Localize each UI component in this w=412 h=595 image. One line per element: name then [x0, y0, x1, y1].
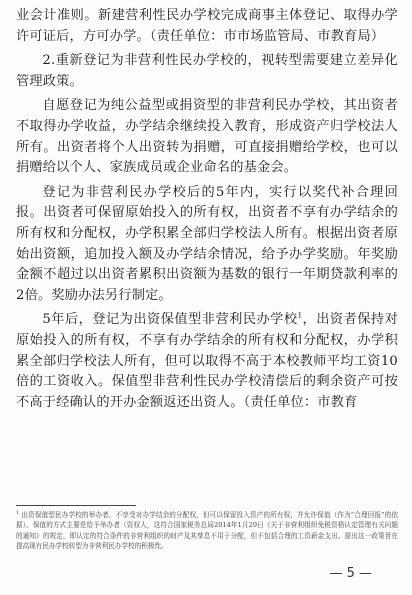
- paragraph-1: 业会计准则。新建营利性民办学校完成商事主体登记、取得办学许可证后，方可办学。（责任单位：市市场监管局、市教育局）: [16, 8, 398, 44]
- paragraph-2: 2.重新登记为非营利性民办学校的，视转型需要建立差异化管理政策。: [16, 53, 398, 89]
- footnote-marker: 1: [16, 509, 20, 516]
- footnote-text: 出资保值型民办学校的举办者，不享受对办学结余的分配权，但可以保留投入资产的所有权，并允许保值（作为“合理回报”的依据）。保值的方式主要是给予举办者（资权人，这符合国家税务总局2014年1月29日《关于非营利组织免税资格认定管理有关问题的通知》的规定，即认定的符合条件的非营利组织的财产及其孳息不用于分配，但不包括合理的工资薪金支出。提出这一政策旨在提高现有民办学校转型为非营利民办学校的积极性。: [16, 511, 398, 551]
- paragraph-5-rest: ，出资者保持对原始投入的所有权，不享有办学结余的所有权和分配权，办学积累全部归学校法人所有，但可以取得不高于本校教师平均工资10倍的工资收入。保值型非营利性民办学校清偿后的剩余资产可按不高于经确认的开办金额返还出资人。（责任单位：市教育: [16, 312, 398, 410]
- footnote-divider: [16, 505, 136, 506]
- footnote-reference[interactable]: 1: [297, 311, 303, 320]
- paragraph-3: 自愿登记为纯公益型或捐资型的非营利民办学校，其出资者不取得办学收益，办学结余继续投入教育，形成资产归学校法人所有。出资者将个人出资转为捐赠，可直接捐赠给学校，也可以捐赠给以个人、家族成员或企业命名的基金会。: [16, 98, 398, 176]
- body-text: [16, 6, 398, 413]
- paragraph-5-start: 5年后，登记为出资保值型非营利民办学校: [42, 312, 298, 328]
- paragraph-4: 登记为非营利民办学校后的5年内，实行以奖代补合理回报。出资者可保留原始投入的所有权，出资者不享有办学结余的所有权和分配权，办学积累全部归学校法人所有。根据出资者原始出资额，追加投入额及办学结余情况，给予办学奖励。年奖励金额不超过以出资者累积出资额为基数的银行一年期贷款利率的2倍。奖励办法另行制定。: [16, 184, 398, 303]
- paragraph-5: [16, 310, 398, 413]
- footnote: [16, 510, 398, 552]
- page-number: — 5 —: [329, 566, 372, 581]
